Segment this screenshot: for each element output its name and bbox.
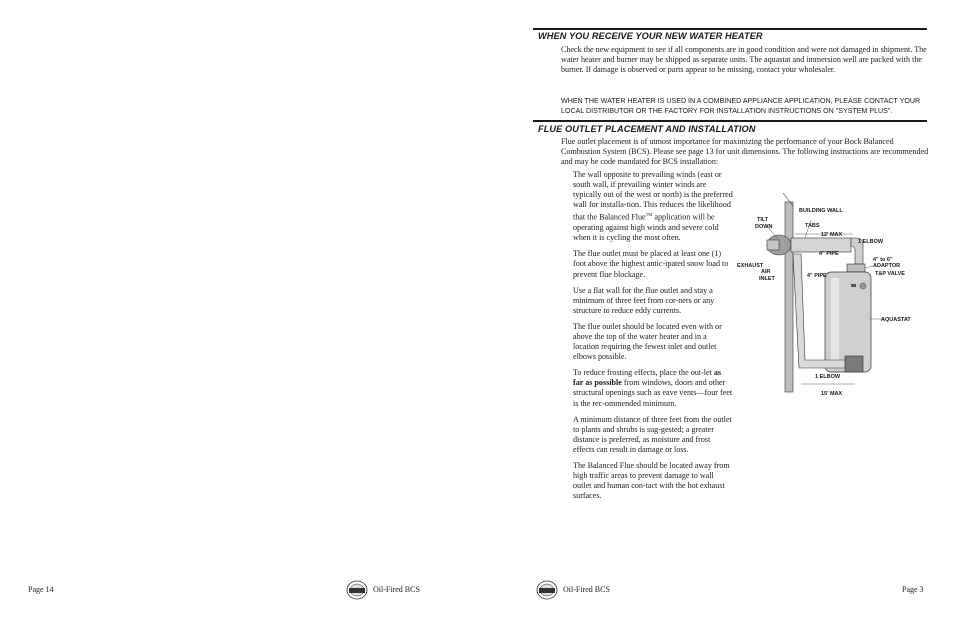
footer-title-right: Oil-Fired BCS: [563, 585, 610, 594]
receive-paragraph: Check the new equipment to see if all components are in good condition and were not damaged in shipment. The water heater and burner may be shipped as separate units. The aquastat and immersion well are packed with the burner. If damage is observed or parts appear to be missing, contact your wholesaler.: [561, 45, 927, 75]
label-aquastat: AQUASTAT: [881, 317, 911, 323]
section-heading-receive: WHEN YOU RECEIVE YOUR NEW WATER HEATER: [538, 31, 763, 41]
section-rule-flue: [533, 120, 927, 122]
section-rule-receive: [533, 28, 927, 30]
label-tp-valve: T&P VALVE: [875, 271, 905, 277]
bock-logo-right: [536, 580, 558, 600]
guideline-snow-load: The flue outlet must be placed at least one (1) foot above the highest antic-ipated snow load to prevent flue blockage.: [573, 249, 729, 279]
label-air: AIR: [761, 269, 771, 275]
guideline-prevailing-winds: The wall opposite to prevailing winds (east or south wall, if prevailing winter winds are typically out of the west or north) is the preferred wall for installa-tion. This reduces the likelihood that the Balanced Flue™ application will be operating against high winds and severe cold when it is cycling the most often.: [573, 170, 733, 243]
guideline-frosting: To reduce frosting effects, place the out-let as far as possible from windows, doors and other structural openings such as eave vents—four feet is the rec-ommended minimum.: [573, 368, 733, 408]
label-12-max: 12' MAX: [821, 232, 843, 238]
guideline-plants: A minimum distance of three feet from the outlet to plants and shrubs is sug-gested; a greater distance is preferred, as moisture and frost effects can result in damage or loss.: [573, 414, 732, 454]
guideline-flat-wall: Use a flat wall for the flue outlet and stay a minimum of three feet from cor-ners or any structure to reduce eddy currents.: [573, 285, 715, 315]
footer-page-left: Page 14: [28, 585, 54, 594]
bock-logo-left: [346, 580, 368, 600]
flue-guidelines-column: [573, 170, 733, 507]
system-plus-note: WHEN THE WATER HEATER IS USED IN A COMBINED APPLIANCE APPLICATION, PLEASE CONTACT YOUR LOCAL DISTRIBUTOR OR THE FACTORY FOR INSTALLATION INSTRUCTIONS ON "SYSTEM PLUS".: [561, 97, 921, 116]
label-down: DOWN: [755, 224, 773, 230]
guideline-height: The flue outlet should be located even with or above the top of the water heater and in a location requiring the fewest inlet and outlet elbows possible.: [573, 321, 722, 362]
label-tilt: TILT: [757, 217, 769, 223]
flue-intro-paragraph: Flue outlet placement is of utmost importance for maximizing the performance of your Bock Balanced Combustion System (BCS). Please see page 13 for unit dimensions. The following instructions are recommended and may be code mandated for BCS installation:: [561, 137, 929, 167]
footer-title-left: Oil-Fired BCS: [373, 585, 420, 594]
label-exhaust: EXHAUST: [737, 263, 764, 269]
label-pipe-top: 4" PIPE: [819, 251, 839, 257]
label-pipe-left: 4" PIPE: [807, 273, 827, 279]
water-heater-diagram: [735, 188, 930, 403]
building-wall: [785, 202, 793, 392]
label-inlet: INLET: [759, 276, 775, 282]
section-heading-flue: FLUE OUTLET PLACEMENT AND INSTALLATION: [538, 124, 756, 134]
label-15-max: 15' MAX: [821, 391, 843, 397]
footer-page-right: Page 3: [902, 585, 924, 594]
label-adaptor-size: 4" to 6": [873, 257, 893, 263]
label-building-wall: BUILDING WALL: [799, 208, 843, 214]
label-elbow-bottom: 1 ELBOW: [815, 374, 841, 380]
label-elbow-top: 1 ELBOW: [858, 239, 884, 245]
label-adaptor: ADAPTOR: [873, 263, 901, 269]
label-tabs: TABS: [805, 223, 820, 229]
guideline-traffic: The Balanced Flue should be located away from high traffic areas to prevent damage to wall outlet and human con-tact with the hot exhaust surfaces.: [573, 461, 730, 501]
